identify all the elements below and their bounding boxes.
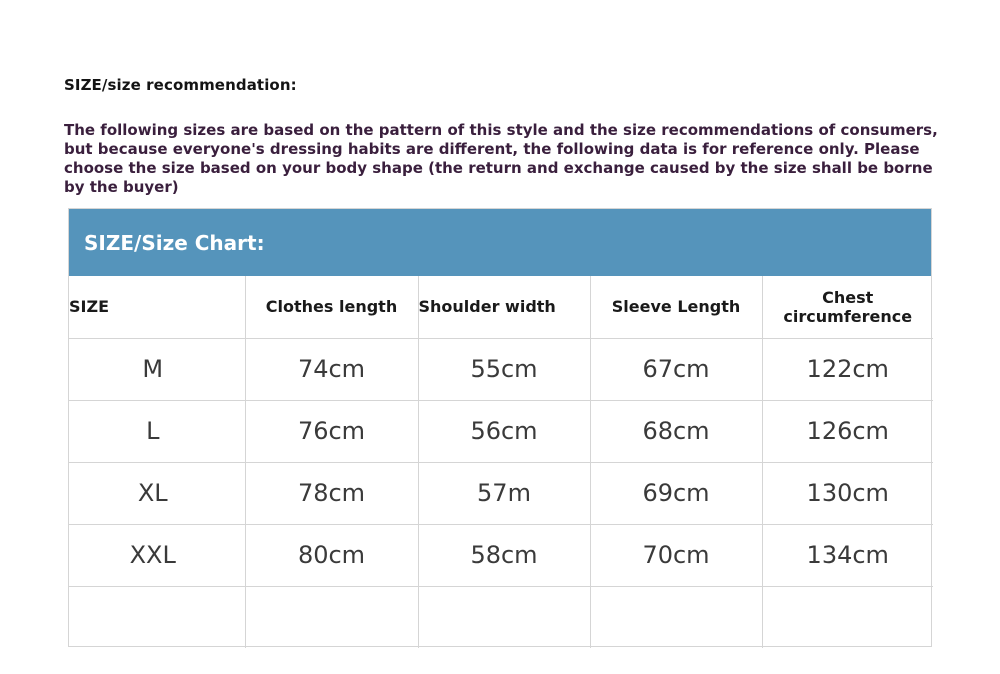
clothes-length-cell: 78cm	[245, 462, 418, 524]
shoulder-width-cell: 57m	[418, 462, 590, 524]
clothes-length-cell: 74cm	[245, 338, 418, 400]
empty-cell	[69, 586, 245, 648]
sleeve-length-cell: 70cm	[590, 524, 762, 586]
size-cell: M	[69, 338, 245, 400]
shoulder-width-cell: 58cm	[418, 524, 590, 586]
table-row	[69, 524, 933, 586]
size-chart-banner	[69, 209, 931, 276]
empty-cell	[762, 586, 933, 648]
table-row	[69, 338, 933, 400]
size-table-header-row	[69, 276, 933, 338]
column-header-clothes-length: Clothes length	[245, 276, 418, 338]
empty-cell	[590, 586, 762, 648]
chest-circumference-cell: 130cm	[762, 462, 933, 524]
size-cell: XXL	[69, 524, 245, 586]
size-chart	[68, 208, 932, 647]
column-header-shoulder-width: Shoulder width	[418, 276, 590, 338]
column-header-size: SIZE	[69, 276, 245, 338]
chest-circumference-cell: 126cm	[762, 400, 933, 462]
shoulder-width-cell: 56cm	[418, 400, 590, 462]
column-header-sleeve-length: Sleeve Length	[590, 276, 762, 338]
sleeve-length-cell: 68cm	[590, 400, 762, 462]
sleeve-length-cell: 67cm	[590, 338, 762, 400]
table-row	[69, 400, 933, 462]
empty-cell	[418, 586, 590, 648]
size-cell: L	[69, 400, 245, 462]
empty-table-row	[69, 586, 933, 648]
clothes-length-cell: 80cm	[245, 524, 418, 586]
size-cell: XL	[69, 462, 245, 524]
table-row	[69, 462, 933, 524]
chest-circumference-cell: 122cm	[762, 338, 933, 400]
size-recommendation-heading: SIZE/size recommendation:	[64, 76, 297, 94]
clothes-length-cell: 76cm	[245, 400, 418, 462]
empty-cell	[245, 586, 418, 648]
size-table	[69, 276, 933, 648]
size-disclaimer-paragraph: The following sizes are based on the pattern of this style and the size recommendations of consumers, but because everyone's dressing habits are different, the following data is for reference only. Please choose the size based on your body shape (the return and exchange caused by the size shall be borne by the buyer)	[64, 121, 938, 196]
column-header-chest-circumference: Chest circumference	[762, 276, 933, 338]
chest-circumference-cell: 134cm	[762, 524, 933, 586]
shoulder-width-cell: 55cm	[418, 338, 590, 400]
size-chart-title: SIZE/Size Chart:	[84, 230, 265, 255]
sleeve-length-cell: 69cm	[590, 462, 762, 524]
